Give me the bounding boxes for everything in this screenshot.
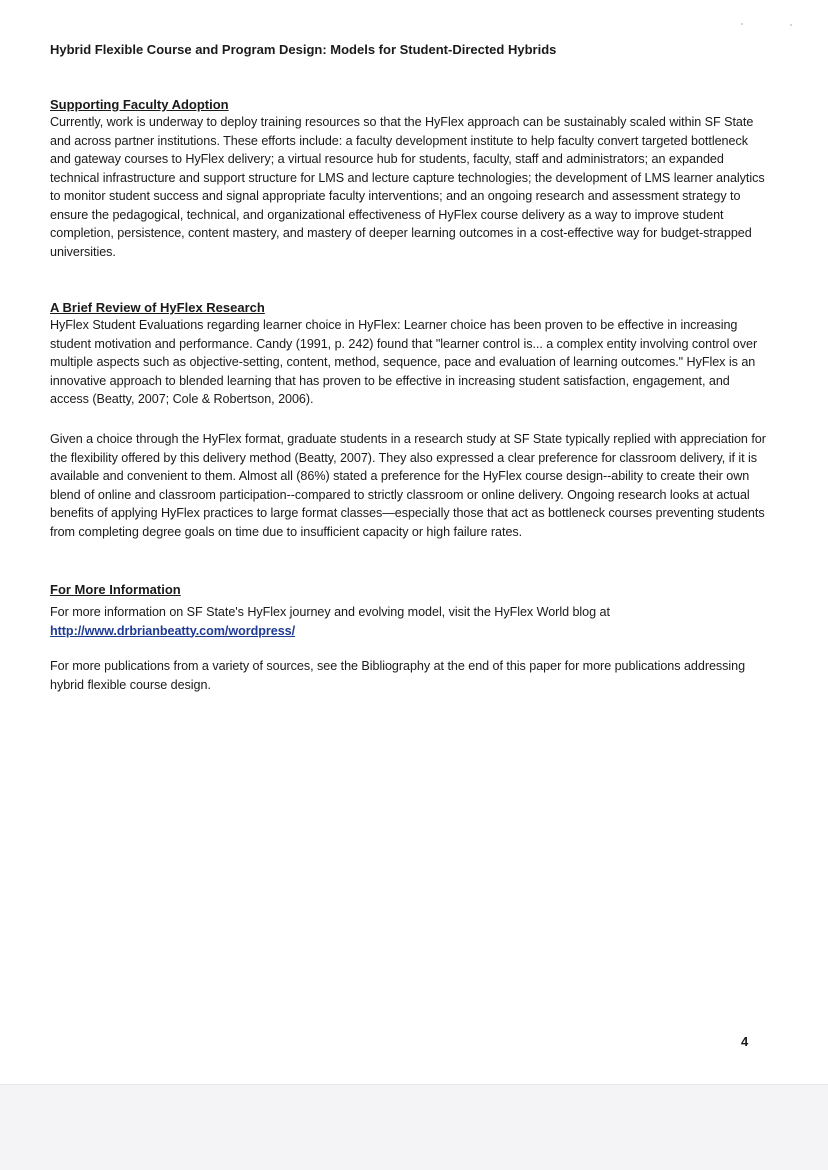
scan-speck (790, 24, 792, 26)
paragraph (50, 603, 766, 640)
page-number: 4 (741, 1034, 749, 1049)
blog-link[interactable]: http://www.drbrianbeatty.com/wordpress/ (50, 623, 296, 638)
section-hyflex-research-continued (50, 430, 766, 541)
section-heading: Supporting Faculty Adoption (50, 97, 229, 112)
section-more-information (50, 581, 766, 694)
section-heading: For More Information (50, 582, 181, 597)
scan-bottom-band (0, 1084, 828, 1170)
paragraph: Given a choice through the HyFlex format, graduate students in a research study at SF State typically replied with appreciation for the flexibility offered by this delivery method (Beatty, 2007). They also expressed a clear preference for classroom delivery, if it is available and convenient to them. Almost all (86%) stated a preference for the HyFlex course design--ability to create their own blend of online and classroom participation--compared to strictly classroom or online delivery. Ongoing research looks at actual benefits of applying HyFlex practices to large format classes—especially those that act as bottleneck courses preventing students from completing degree goals on time due to insufficient capacity or high failure rates. (50, 432, 766, 539)
paragraph: For more publications from a variety of sources, see the Bibliography at the end of this paper for more publications addressing hybrid flexible course design. (50, 659, 746, 692)
paragraph: Currently, work is underway to deploy training resources so that the HyFlex approach can be sustainably scaled within SF State and across partner institutions. These efforts include: a faculty development institute to help faculty convert targeted bottleneck and gateway courses to HyFlex delivery; a virtual resource hub for students, faculty, staff and administrators; an expanded technical infrastructure and support structure for LMS and lecture capture technologies; the development of LMS learner analytics to monitor student success and signal appropriate faculty interventions; and an ongoing research and assessment strategy to ensure the pedagogical, technical, and organizational effectiveness of HyFlex course delivery as a way to improve student completion, persistence, content mastery, and mastery of deeper learning outcomes in a cost-effective way for budget-strapped universities. (50, 115, 765, 259)
running-header: Hybrid Flexible Course and Program Design: Models for Student-Directed Hybrids (50, 42, 557, 57)
section-heading: A Brief Review of HyFlex Research (50, 300, 265, 315)
section-hyflex-research (50, 299, 766, 409)
paragraph: HyFlex Student Evaluations regarding learner choice in HyFlex: Learner choice has been proven to be effective in increasing student motivation and performance. Candy (1991, p. 242) found that "learner control is... a complex entity involving control over multiple aspects such as objective-setting, content, method, sequence, pace and evaluation of learning outcomes." HyFlex is an innovative approach to blended learning that has proven to be effective in increasing student satisfaction, engagement, and access (Beatty, 2007; Cole & Robertson, 2006). (50, 318, 758, 406)
paragraph-text: For more information on SF State's HyFlex journey and evolving model, visit the HyFlex World blog at (50, 605, 610, 619)
section-supporting-faculty-adoption (50, 96, 766, 261)
scan-speck (741, 23, 743, 25)
